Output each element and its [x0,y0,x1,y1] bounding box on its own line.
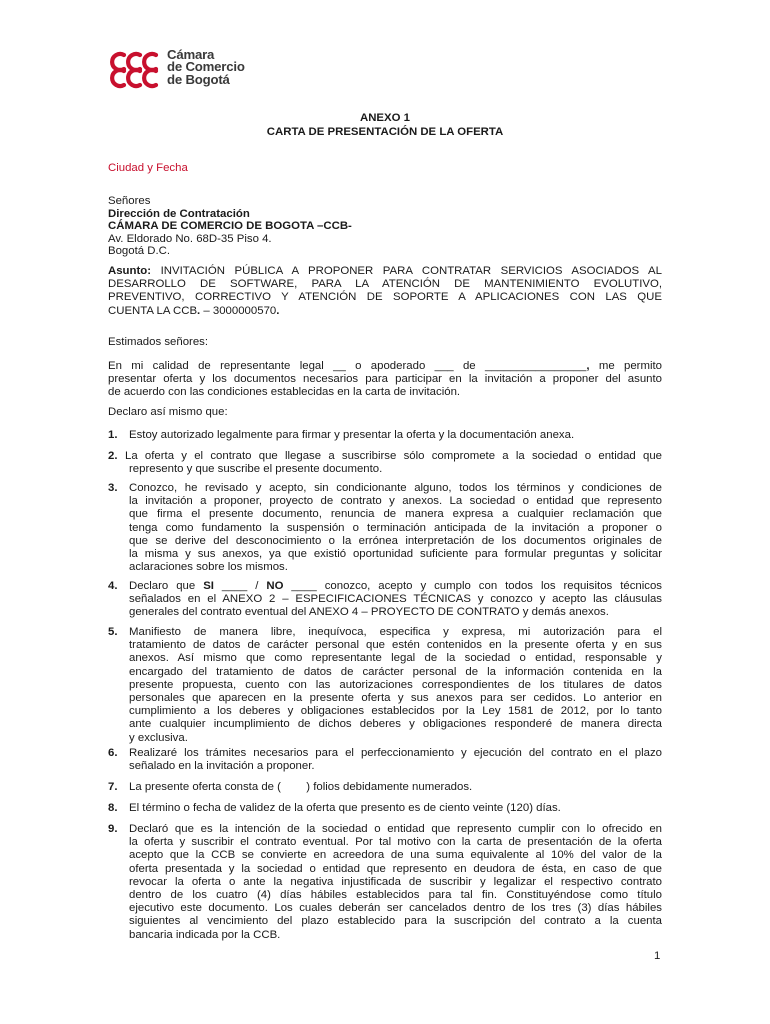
item-line: bancaria indicada por la CCB. [129,928,281,941]
item-line: La presente oferta consta de ( ) folios debidamente numerados. [129,781,473,793]
ccb-logo [110,49,270,91]
subject-line-4: CUENTA LA CCB. – 3000000570. [108,304,280,317]
item-line: ejecutivo este documento. Los cuales deberán ser cancelados dentro de los tres (3) días hábiles [129,902,662,915]
logo-line-1: Cámara [167,47,215,62]
item-number: 8. [108,802,118,814]
item-line: ante cualquier incumplimiento de dichos deberes y obligaciones responderé de manera directa [129,718,662,731]
recipient-line-2: CÁMARA DE COMERCIO DE BOGOTA –CCB- [108,220,352,232]
subject-label: Asunto: [108,265,152,277]
item-line: cumplimiento a los deberes y obligaciones establecidos por la Ley 1581 de 2012, por lo tanto [129,705,662,718]
item-line: presente propuesta, cuento con las autorizaciones correspondientes de los titulares de datos [129,678,662,691]
item-line: generales del contrato eventual del ANEXO 4 – PROYECTO DE CONTRATO y demás anexos. [129,606,609,619]
intro-line-3: de acuerdo con las condiciones establecidas en la carta de invitación. [108,386,461,399]
item-line: la invitación a proponer, proyecto de contrato y anexos. La sociedad o entidad que represento [129,495,662,508]
item-number: 4. [108,580,118,592]
declaration-intro: Declaro así mismo que: [108,406,228,418]
item-number: 3. [108,482,118,494]
item-line: acepto que la CCB se convierte en acreedora de una suma equivalente al 10% del valor de la [129,849,662,862]
subject [108,265,662,318]
intro-line-1: En mi calidad de representante legal __ o apoderado ___ de ________________, me permito [108,360,662,372]
logo-text [167,49,245,86]
item-number: 1. [108,429,118,441]
list-item [108,450,662,476]
item-number: 2. [108,450,118,462]
item-line: tratamiento de datos de carácter personal que estén contenidos en la presente oferta y en sus [129,639,662,652]
place-date: Ciudad y Fecha [108,162,188,174]
item-number: 5. [108,626,118,638]
recipient-city: Bogotá D.C. [108,245,171,257]
annex-heading: ANEXO 1 [359,112,410,124]
item-line: Declaró que es la intención de la sociedad o entidad que represento cumplir con lo ofrecido en [129,823,662,835]
intro-paragraph [108,360,662,400]
item-line: tenga como fundamento la suspensión o terminación anticipada de la invitación a proponer o [129,521,662,534]
item-line: Conozco, he revisado y acepto, sin condicionante alguno, todos los términos y condiciones de [129,482,662,494]
recipient-address: Av. Eldorado No. 68D-35 Piso 4. [108,233,272,245]
item-line: encargado del tratamiento de datos de carácter personal de la información contenida en la [129,665,662,678]
item-line: la oferta y suscribir el contrato eventual. Por tal motivo con la carta de presentación de la oferta [129,836,662,849]
item-line: que firma el presente documento, renuncia de manera expresa a cualquier reclamación que [129,508,662,521]
item-line: la misma y sus anexos, ya que existió oportunidad suficiente para formular preguntas y solicitar [129,548,662,561]
list-item [108,482,662,574]
intro-line-2: presentar oferta y los documentos necesarios para participar en la invitación a proponer del asunto [108,373,662,386]
item-line: personales que aparecen en la presente oferta y sus anexos para ser cedidos. Lo anterior en [129,692,662,705]
logo-line-3: de Bogotá [167,71,230,87]
list-item [108,429,662,442]
item-line: Manifiesto de manera libre, inequívoca, especifica y expresa, mi autorización para el [129,626,662,638]
subject-line-3: PREVENTIVO, CORRECTIVO Y ATENCIÓN DE SOPORTE A APLICACIONES CON LAS QUE [108,291,662,304]
list-item [108,802,662,815]
page-number: 1 [654,950,661,962]
item-line: aclaraciones sobre los mismos. [129,561,288,574]
ccb-logo-mark-icon [110,51,164,89]
item-line: dentro de los cuatro (4) días hábiles establecidos para tal fin. Constituyéndose como título [129,889,662,902]
item-number: 6. [108,747,118,759]
item-line: señalados en el ANEXO 2 – ESPECIFICACIONES TÉCNICAS y conozco y acepto las cláusulas [129,593,662,606]
greeting: Estimados señores: [108,336,209,348]
item-line: Declaro que SI ____ / NO ____ conozco, acepto y cumplo con todos los requisitos técnicos [129,580,662,592]
subject-line-2: DESARROLLO DE SOFTWARE, PARA LA ATENCIÓN DE MANTENIMIENTO EVOLUTIVO, [108,278,662,291]
item-line: que se derive del desconocimiento o la errónea interpretación de los documentos originales de [129,534,662,547]
subject-line-1: INVITACIÓN PÚBLICA A PROPONER PARA CONTRATAR SERVICIOS ASOCIADOS AL [160,265,662,277]
salutation: Señores [108,195,151,207]
item-line: siguientes al vencimiento del plazo establecido para la suscripción del contrato a la cuenta [129,915,662,928]
item-line: oferta presentada y la sociedad o entidad que represento en deudora de ésta, en caso de que [129,862,662,875]
item-line: señalado en la invitación a proponer. [129,760,315,773]
item-line: anexos. Así mismo que como representante legal de la sociedad o entidad, responsable y [129,652,662,665]
list-item [108,580,662,620]
item-line: y exclusiva. [129,731,188,744]
list-item [108,626,662,745]
item-number: 7. [108,781,118,793]
recipient-line-1: Dirección de Contratación [108,208,250,220]
document-title: CARTA DE PRESENTACIÓN DE LA OFERTA [266,126,504,138]
list-item [108,781,662,794]
logo-line-2: de Comercio [167,59,245,75]
item-line: revocar la oferta o ante la negativa injustificada de suscribir y legalizar el respectivo contrato [129,875,662,888]
item-line: La oferta y el contrato que llegase a suscribirse sólo compromete a la sociedad o entidad que [125,450,662,462]
item-line: Estoy autorizado legalmente para firmar y presentar la oferta y la documentación anexa. [129,429,575,441]
item-line: Realizaré los trámites necesarios para el perfeccionamiento y ejecución del contrato en el plazo [129,747,662,759]
list-item [108,823,662,942]
item-number: 9. [108,823,118,835]
item-line: represento y que suscribe el presente documento. [129,463,383,476]
list-item [108,747,662,773]
item-line: El término o fecha de validez de la oferta que presento es de ciento veinte (120) días. [129,802,561,814]
